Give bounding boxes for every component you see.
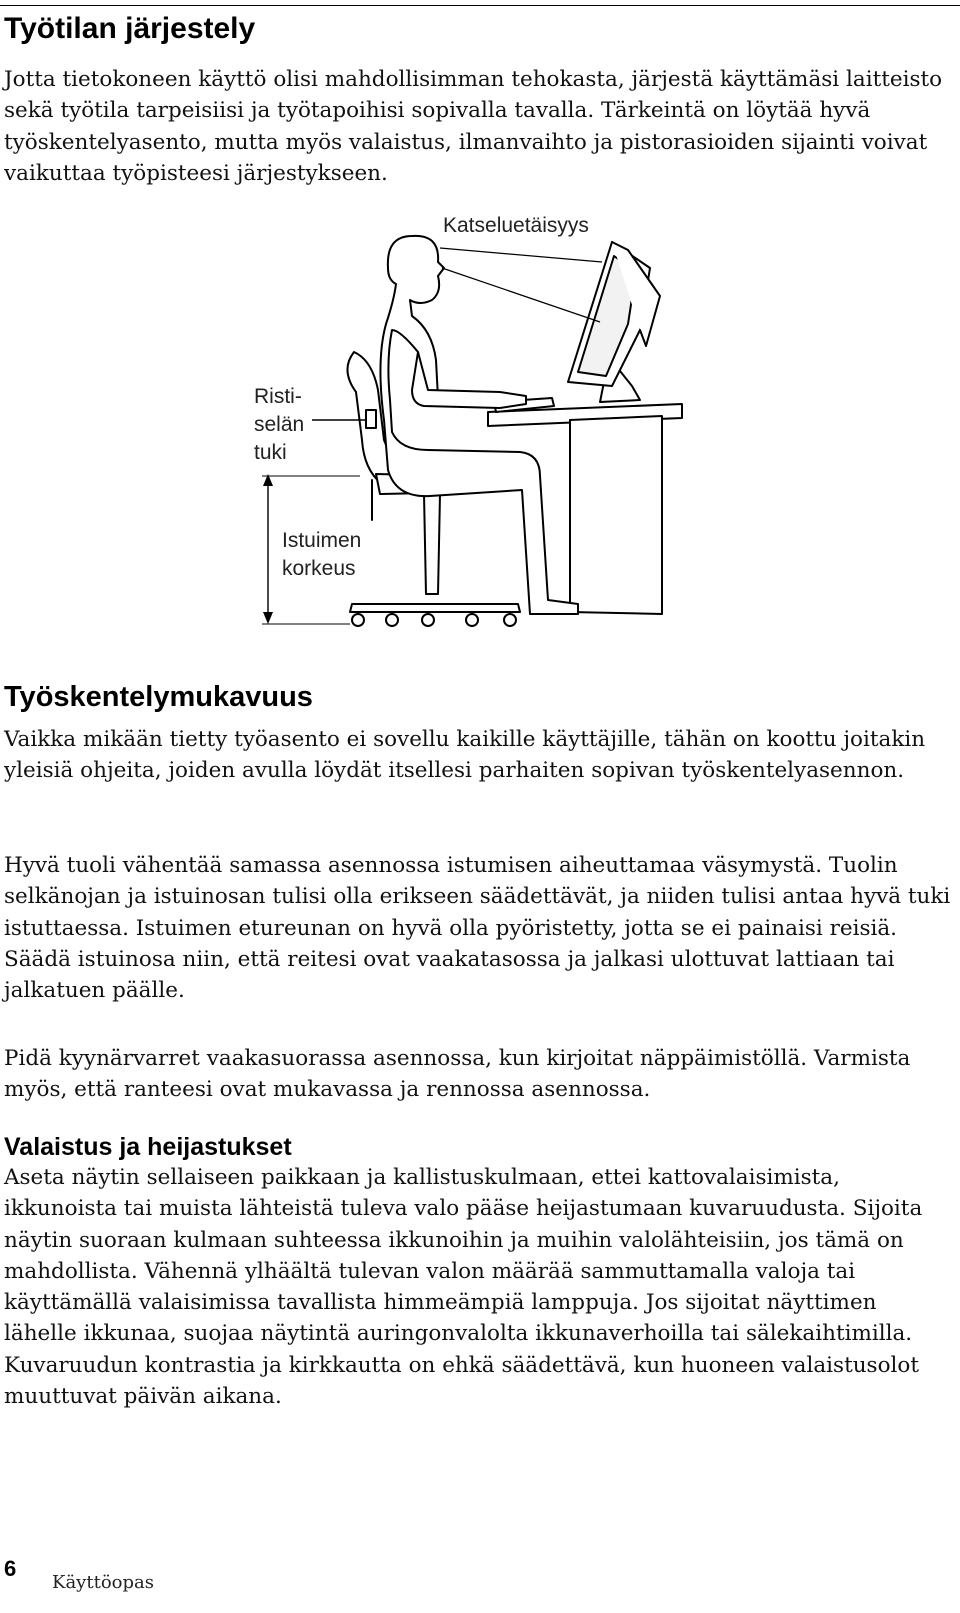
book-title: Käyttöopas [52, 1572, 154, 1593]
comfort-paragraph-1: Vaikka mikään tietty työasento ei sovellu kaikille käyttäjille, tähän on koottu joitakin yleisiä ohjeita, joiden avulla löydät itsellesi parhaiten sopivan työskentelyasennon. [4, 727, 926, 784]
lighting-paragraph: Aseta näytin sellaiseen paikkaan ja kallistuskulmaan, ettei kattovalaisimista, ikkunoista tai muista lähteistä tuleva valo pääse heijastumaan kuvaruudusta. Sijoita näytin suoraan kulmaan suhteessa ikkunoihin ja muihin valolähteisiin, jos tämä on mahdollista. Vähennä ylhäältä tulevan valon määrää sammuttamalla valoja tai käyttämällä valaisimissa tavallista himmeämpiä lamppuja. Jos sijoitat näyttimen lähelle ikkunaa, suojaa näytintä auringonvalolta ikkunaverhoilla tai sälekaihtimilla. Kuvaruudun kontrastia ja kirkkautta on ehkä säädettävä, kun huoneen valaistusolot muuttuvat päivän aikana. [4, 1165, 923, 1410]
page-title: Työtilan järjestely [4, 12, 256, 45]
intro-paragraph: Jotta tietokoneen käyttö olisi mahdollisimman tehokasta, järjestä käyttämäsi laitteisto sekä työtila tarpeisiisi ja työtapoihisi sopivalla tavalla. Tärkeintä on löytää hyvä työskentelyasento, mutta myös valaistus, ilmanvaihto ja pistorasioiden sijainti voivat vaikuttaa työpisteesi järjestykseen. [4, 67, 943, 186]
person [380, 236, 578, 614]
label-seat-height-line2: korkeus [282, 557, 356, 580]
section-heading-lighting: Valaistus ja heijastukset [4, 1133, 292, 1161]
section-heading-comfort: Työskentelymukavuus [4, 681, 313, 713]
viewing-distance-line [440, 248, 602, 262]
comfort-paragraph-3: Pidä kyynärvarret vaakasuorassa asennossa, kun kirjoitat näppäimistöllä. Varmista myös, että ranteesi ovat mukavassa ja rennossa asennossa. [4, 1046, 911, 1103]
top-rule [0, 5, 960, 6]
page-number: 6 [4, 1556, 17, 1581]
label-lumbar-line3: tuki [254, 441, 287, 464]
label-lumbar-line2: selän [254, 413, 305, 436]
comfort-paragraph-2: Hyvä tuoli vähentää samassa asennossa istumisen aiheuttamaa väsymystä. Tuolin selkänojan ja istuinosan tulisi olla erikseen säädettävät, ja niiden tulisi antaa hyvä tuki istuttaessa. Istuimen etureunan on hyvä olla pyöristetty, jotta se ei painaisi reisiä. Säädä istuinosa niin, että reitesi ovat vaakatasossa ja jalkasi ulottuvat lattiaan tai jalkatuen päälle. [4, 853, 951, 1004]
label-lumbar-line1: Risti- [254, 385, 302, 408]
label-viewing-distance: Katseluetäisyys [443, 214, 589, 237]
label-seat-height-line1: Istuimen [282, 529, 362, 552]
chair-casters [352, 614, 516, 626]
